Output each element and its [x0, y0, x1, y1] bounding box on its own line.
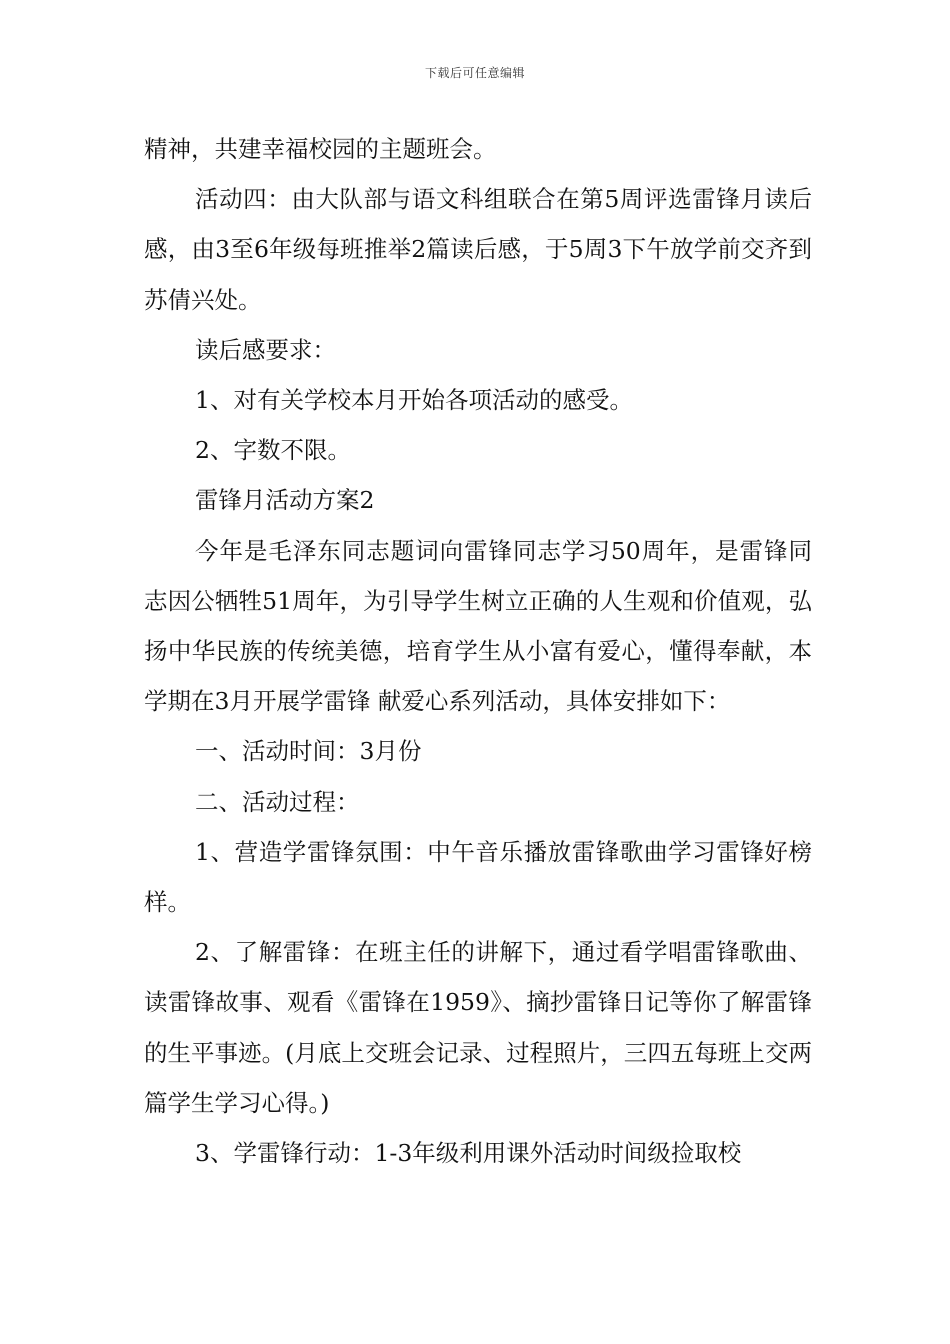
list-item: 二、活动过程： — [195, 787, 360, 816]
section-title: 雷锋月活动方案2 — [195, 486, 375, 515]
paragraph: 精神，共建幸福校园的主题班会。 — [144, 135, 497, 163]
paragraph: 活动四：由大队部与语文科组联合在第5周评选雷锋月读后感，由3至6年级每班推举2篇读后感，于5周3下午放学前交齐到苏倩兴处。 — [144, 185, 812, 314]
list-item: 2、字数不限。 — [195, 436, 351, 465]
list-item: 2、了解雷锋：在班主任的讲解下，通过看学唱雷锋歌曲、读雷锋故事、观看《雷锋在1959》、摘抄雷锋日记等你了解雷锋的生平事迹。(月底上交班会记录、过程照片，三四五每班上交两篇学生学习心得。) — [144, 938, 812, 1117]
document-body — [144, 124, 812, 1178]
list-item: 1、对有关学校本月开始各项活动的感受。 — [195, 386, 633, 415]
paragraph: 读后感要求： — [195, 335, 336, 364]
list-item: 1、营造学雷锋氛围：中午音乐播放雷锋歌曲学习雷锋好榜样。 — [144, 837, 812, 917]
list-item: 一、活动时间：3月份 — [195, 737, 422, 766]
page-header-note: 下载后可任意编辑 — [424, 66, 525, 80]
list-item: 3、学雷锋行动：1-3年级利用课外活动时间级捡取校 — [195, 1139, 742, 1168]
paragraph: 今年是毛泽东同志题词向雷锋同志学习50周年，是雷锋同志因公牺牲51周年，为引导学生树立正确的人生观和价值观，弘扬中华民族的传统美德，培育学生从小富有爱心，懂得奉献，本学期在3月开展学雷锋 献爱心系列活动，具体安排如下： — [144, 536, 812, 716]
